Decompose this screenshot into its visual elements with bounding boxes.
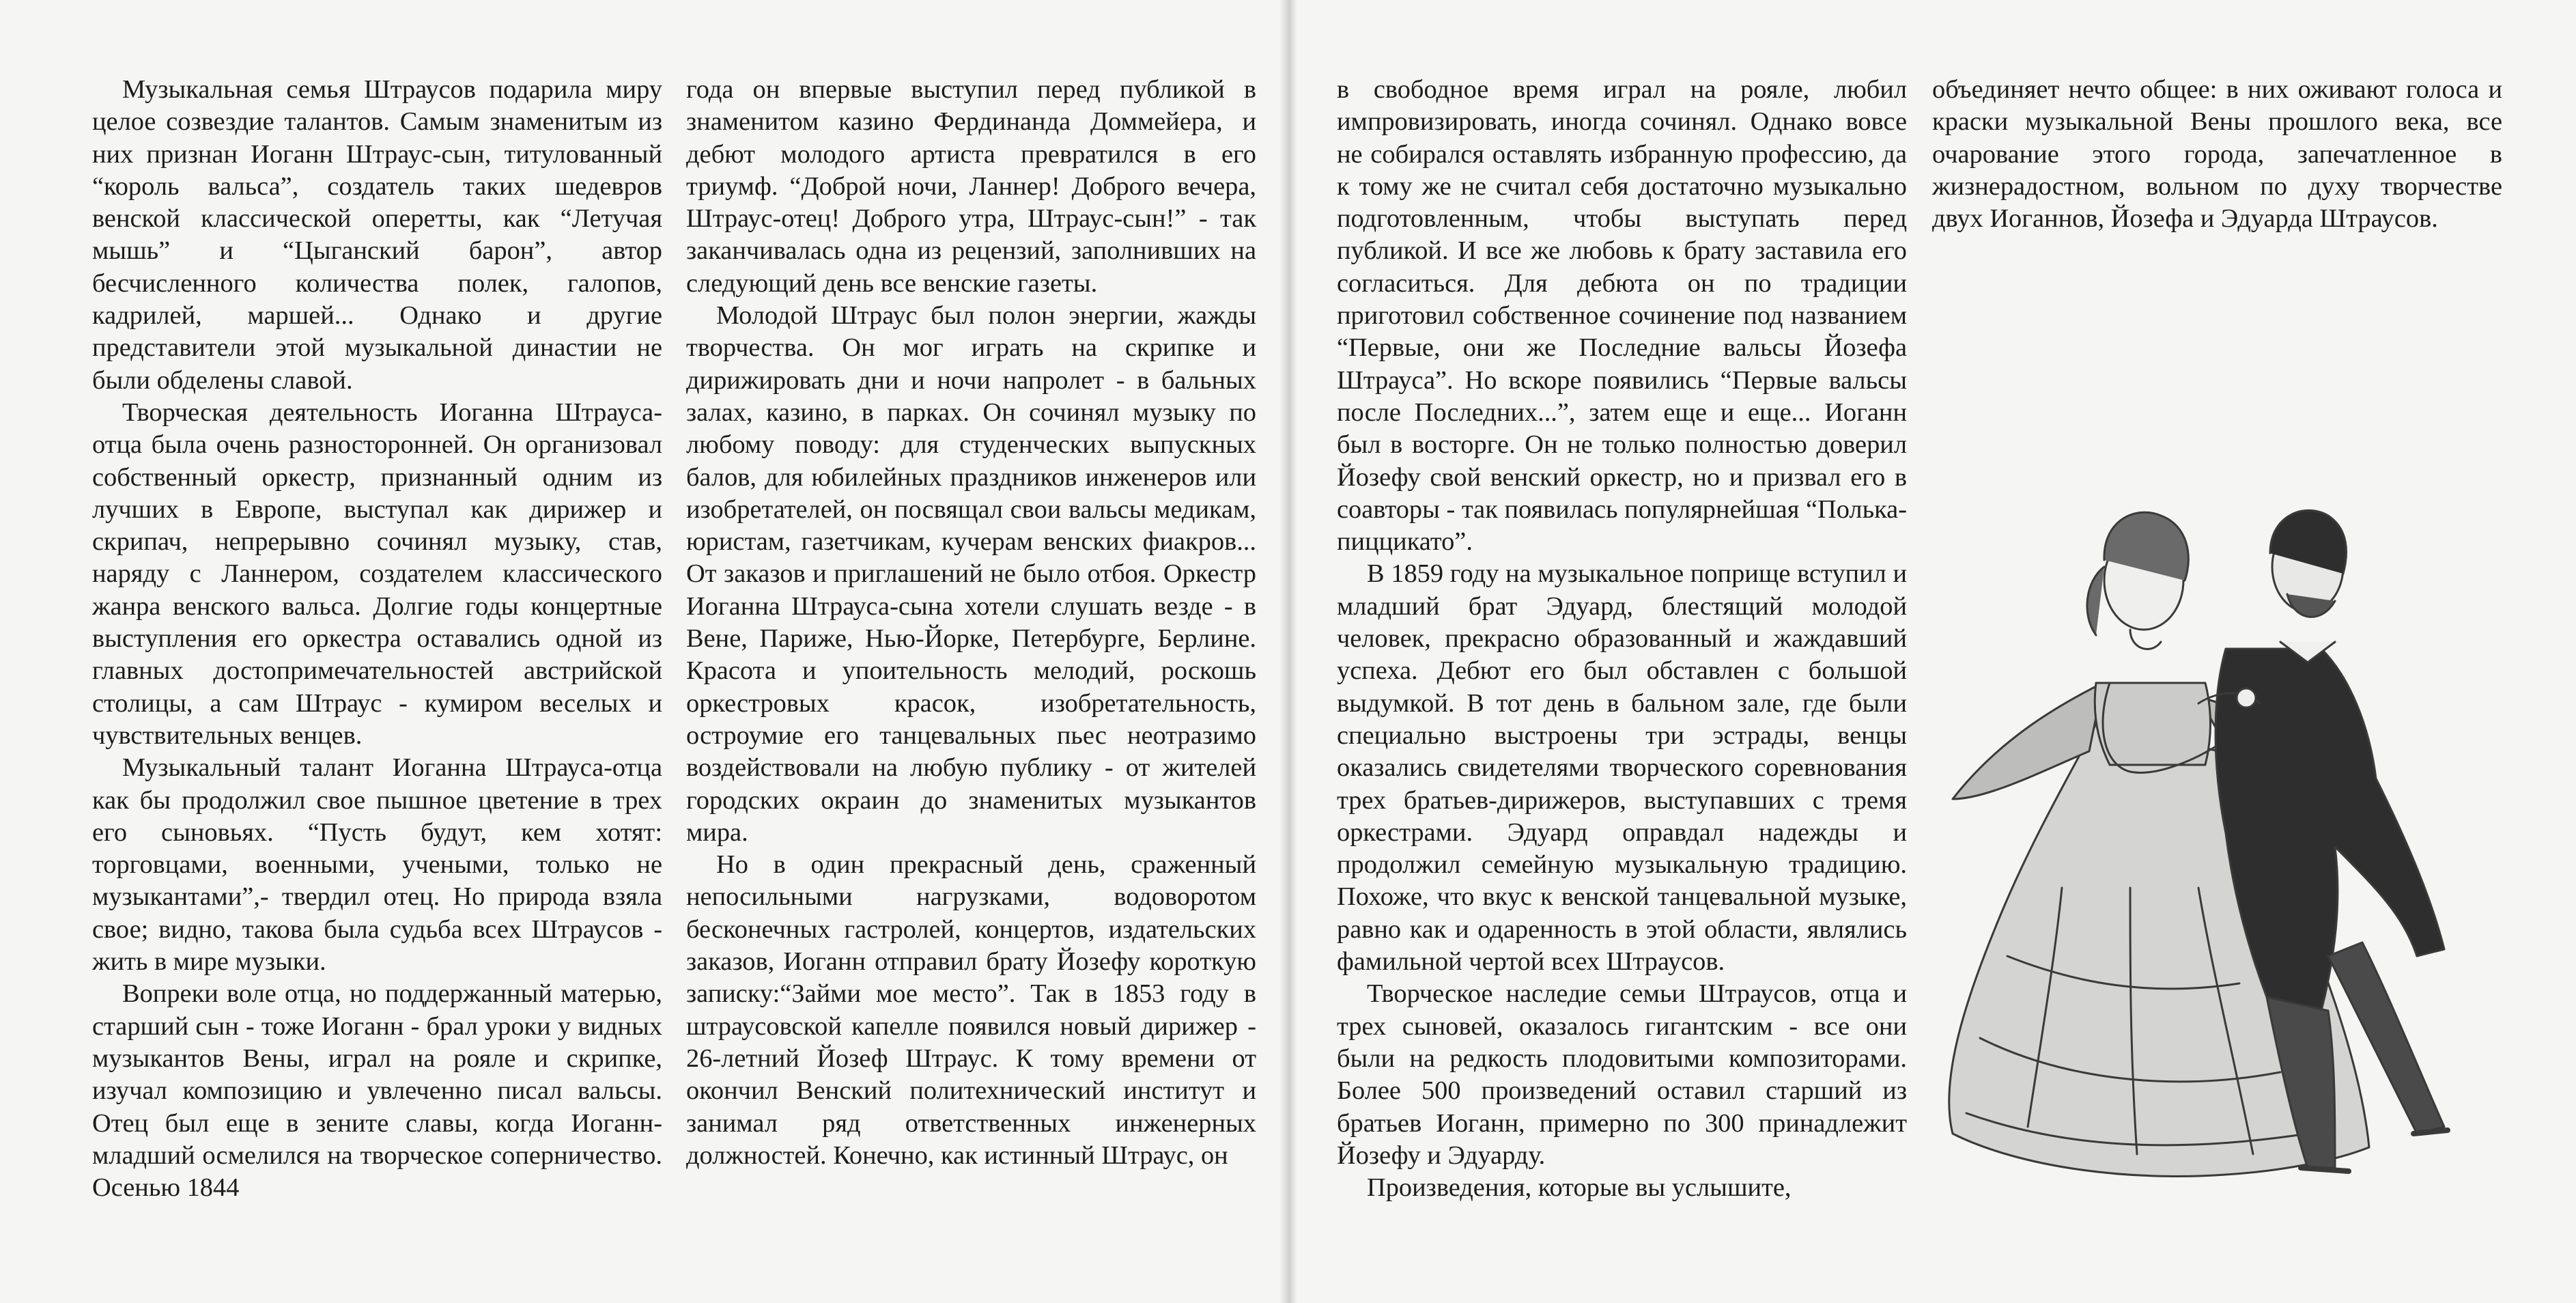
paragraph: в свободное время играл на рояле, любил импровизировать, иногда сочинял. Однако вовсе не собирался оставлять избранную профессию, да к тому же не считал себя достаточно музыкально подготовленным, чтобы выступать перед публикой. И все же любовь к брату заставила его согласиться. Для дебюта он по традиции приготовил собственное сочинение под названием “Первые, они же Последние вальсы Йозефа Штрауса”. Но вскоре появились “Первые вальсы после Последних...”, затем еще и еще... Иоганн был в восторге. Он не только полностью доверил Йозефу свой венский оркестр, но и призвал его в соавторы - так появилась популярнейшая “Полька-пиццикато”. xyxy=(1337,75,1907,557)
booklet-fold xyxy=(1279,0,1297,1303)
paragraph: Творческая деятельность Иоганна Штрауса-отца была очень разносторонней. Он организовал собственный оркестр, признанный одним из лучших в Европе, выступал как дирижер и скрипач, непрерывно сочинял музыку, став, наряду с Ланнером, создателем классического жанра венского вальса. Долгие годы концертные выступления его оркестра оставались одной из главных достопримечательностей австрийской столицы, а сам Штраус - кумиром веселых и чувствительных венцев. xyxy=(92,397,662,750)
text-column-2 xyxy=(686,74,1256,1172)
paragraph: Вопреки воле отца, но поддержанный матерью, старший сын - тоже Иоганн - брал уроки у видных музыкантов Вены, играл на рояле и скрипке, изучал композицию и увлеченно писал вальсы. Отец был еще в зените славы, когда Иоганн-младший осмелился на творческое соперничество. Осенью 1844 xyxy=(92,979,662,1203)
paragraph: Но в один прекрасный день, сраженный непосильными нагрузками, водоворотом бесконечных гастролей, концертов, издательских заказов, Иоганн отправил брату Йозефу короткую записку:“Займи мое место”. Так в 1853 году в штраусовской капелле появился новый дирижер - 26-летний Йозеф Штраус. К тому времени от окончил Венский политехнический институт и занимал ряд ответственных инженерных должностей. Конечно, как истинный Штраус, он xyxy=(686,850,1256,1170)
text-column-3 xyxy=(1337,74,1907,1204)
paragraph: Музыкальный талант Иоганна Штрауса-отца как бы продолжил свое пышное цветение в трех его сыновьях. “Пусть будут, кем хотят: торговцами, военными, учеными, только не музыкантами”,- твердил отец. Но природа взяла свое; видно, такова была судьба всех Штраусов - жить в мире музыки. xyxy=(92,753,662,977)
paragraph: Произведения, которые вы услышите, xyxy=(1367,1173,1792,1203)
paragraph: года он впервые выступил перед публикой в знаменитом казино Фердинанда Доммейера, и дебют молодого артиста превратился в его триумф. “Доброй ночи, Ланнер! Доброго вечера, Штраус-отец! Доброго утра, Штраус-сын!” - так заканчивалась одна из рецензий, заполнивших на следующий день все венские газеты. xyxy=(686,75,1256,298)
waltzing-couple-drawing xyxy=(1925,478,2513,1209)
paragraph: Молодой Штраус был полон энергии, жажды творчества. Он мог играть на скрипке и дирижировать дни и ночи напролет - в бальных залах, казино, в парках. Он сочинял музыку по любому поводу: для студенческих выпускных балов, для юбилейных праздников инженеров или изобретателей, он посвящал свои вальсы медикам, юристам, газетчикам, кучерам венских фиакров... От заказов и приглашений не было отбоя. Оркестр Иоганна Штрауса-сына хотели слушать везде - в Вене, Париже, Нью-Йорке, Петербурге, Берлине. Красота и упоительность мелодий, роскошь оркестровых красок, изобретательность, остроумие его танцевальных пьес неотразимо воздействовали на любую публику - от жителей городских окраин до знаменитых музыкантов мира. xyxy=(686,301,1256,847)
text-column-1 xyxy=(92,74,662,1204)
paragraph: Музыкальная семья Штраусов подарила миру целое созвездие талантов. Самым знаменитым из них признан Иоганн Штраус-сын, титулованный “король вальса”, создатель таких шедевров венской классической оперетты, как “Летучая мышь” и “Цыганский барон”, автор бесчисленного количества полек, галопов, кадрилей, маршей... Однако и другие представители этой музыкальной династии не были обделены славой. xyxy=(92,75,662,395)
text-column-4 xyxy=(1932,74,2502,235)
paragraph: Творческое наследие семьи Штраусов, отца и трех сыновей, оказалось гигантским - все они были на редкость плодовитыми композиторами. Более 500 произведений оставил старший из братьев Иоганн, примерно по 300 принадлежит Йозефу и Эдуарду. xyxy=(1337,979,1907,1170)
paragraph: объединяет нечто общее: в них оживают голоса и краски музыкальной Вены прошлого века, все очарование этого города, запечатленное в жизнерадостном, вольном по духу творчестве двух Иоганнов, Йозефа и Эдуарда Штраусов. xyxy=(1932,75,2502,234)
paragraph: В 1859 году на музыкальное поприще вступил и младший брат Эдуард, блестящий молодой человек, прекрасно образованный и жаждавший успеха. Дебют его был обставлен с большой выдумкой. В тот день в бальном зале, где были специально выстроены три эстрады, венцы оказались свидетелями творческого соревнования трех братьев-дирижеров, выступавших с тремя оркестрами. Эдуард оправдал надежды и продолжил семейную музыкальную традицию. Похоже, что вкус к венской танцевальной музыке, равно как и одаренность в этой области, являлись фамильной чертой всех Штраусов. xyxy=(1337,559,1907,977)
